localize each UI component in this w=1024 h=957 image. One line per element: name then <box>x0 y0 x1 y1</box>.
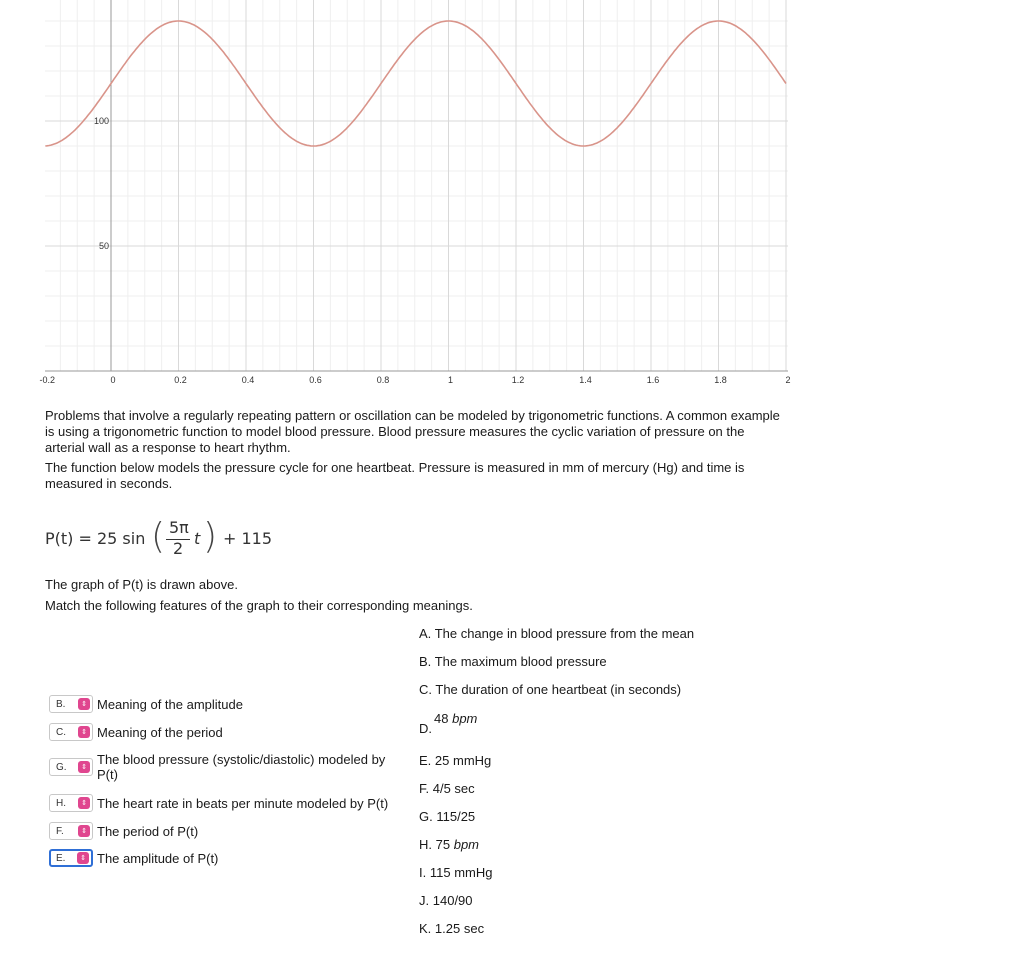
match-label: The amplitude of P(t) <box>97 850 219 866</box>
option-letter: I. <box>419 865 427 880</box>
match-row-amplitude-meaning <box>49 693 243 715</box>
match-row-blood-pressure <box>49 751 407 783</box>
option-b <box>419 654 607 670</box>
option-i <box>419 865 492 881</box>
formula-numerator: 5π <box>169 518 189 537</box>
selected-letter: E. <box>56 852 66 864</box>
chevron-updown-icon: ⇕ <box>77 852 89 864</box>
option-text: 1.25 sec <box>434 921 485 936</box>
match-row-period <box>49 820 198 842</box>
selected-letter: C. <box>56 726 66 738</box>
option-letter: F. <box>419 781 430 796</box>
option-k <box>419 921 484 937</box>
chevron-updown-icon: ⇕ <box>78 797 90 809</box>
option-text: The change in blood pressure from the mean <box>434 626 695 641</box>
match-label: Meaning of the period <box>97 724 223 740</box>
option-text <box>434 711 477 727</box>
y-tick-label: 100 <box>93 116 109 126</box>
formula-left-paren: ( <box>151 516 166 557</box>
x-tick-label: 0 <box>110 375 116 385</box>
option-a <box>419 626 694 642</box>
x-tick-label: 0.8 <box>376 375 390 385</box>
option-g <box>419 809 475 825</box>
x-tick-label: 0.4 <box>241 375 255 385</box>
option-letter: J. <box>419 893 430 908</box>
selected-letter: G. <box>56 761 67 773</box>
grid-major <box>45 0 788 371</box>
option-letter: K. <box>419 921 432 936</box>
x-tick-label: 1.6 <box>646 375 660 385</box>
formula-variable: t <box>194 529 201 548</box>
option-h <box>419 837 479 853</box>
option-text: 4/5 sec <box>432 781 475 796</box>
option-unit: bpm <box>452 711 478 726</box>
formula-rhs: + 115 <box>223 529 273 548</box>
option-text: 25 mmHg <box>434 753 492 768</box>
formula-lhs: P(t) = 25 sin <box>45 529 146 548</box>
match-select[interactable] <box>49 695 93 713</box>
option-text: 115 mmHg <box>429 865 493 880</box>
option-c <box>419 682 681 698</box>
option-letter: E. <box>419 753 432 768</box>
formula-denominator: 2 <box>173 539 184 558</box>
x-tick-label: 1.2 <box>511 375 525 385</box>
axes <box>45 0 788 371</box>
chevron-updown-icon: ⇕ <box>78 761 90 773</box>
instruction: Match the following features of the graph to their corresponding meanings. <box>45 598 473 613</box>
option-letter: C. <box>419 682 432 697</box>
option-letter: D. <box>419 721 432 736</box>
selected-letter: H. <box>56 797 66 809</box>
match-label: The heart rate in beats per minute modeled by P(t) <box>97 795 389 811</box>
option-letter: B. <box>419 654 432 669</box>
option-value: 75 <box>435 837 451 852</box>
option-e <box>419 753 491 769</box>
option-value: 48 <box>434 711 449 726</box>
match-select[interactable] <box>49 794 93 812</box>
option-j <box>419 893 473 909</box>
option-f <box>419 781 475 797</box>
x-tick-label: 0.2 <box>174 375 187 385</box>
x-tick-label: 2 <box>785 375 791 385</box>
option-letter: H. <box>419 837 432 852</box>
intro-paragraph-2: The function below models the pressure cycle for one heartbeat. Pressure is measured in mm of mercury (Hg) and time is measured in seconds. <box>45 460 745 491</box>
x-tick-label: 0.6 <box>309 375 322 385</box>
option-unit: bpm <box>453 837 480 852</box>
match-label: The blood pressure (systolic/diastolic) modeled by P(t) <box>97 752 386 782</box>
match-select[interactable] <box>49 758 93 776</box>
pressure-curve <box>45 21 786 146</box>
option-text: The duration of one heartbeat (in seconds) <box>435 682 682 697</box>
x-tick-label: -0.2 <box>39 375 56 385</box>
grid-minor <box>45 0 788 371</box>
intro-paragraph-1: Problems that involve a regularly repeating pattern or oscillation can be modeled by trigonometric functions. A common example is using a trigonometric function to model blood pressure. Blood pressure measures the cyclic variation of pressure on the arterial wall as a response to heart rhythm. <box>45 408 780 455</box>
chevron-updown-icon: ⇕ <box>78 825 90 837</box>
selected-letter: B. <box>56 698 66 710</box>
match-select[interactable] <box>49 723 93 741</box>
chevron-updown-icon: ⇕ <box>78 726 90 738</box>
chevron-updown-icon: ⇕ <box>78 698 90 710</box>
x-tick-label: 1.4 <box>579 375 592 385</box>
match-select-focused[interactable] <box>49 849 93 867</box>
option-letter: A. <box>419 626 432 641</box>
match-select[interactable] <box>49 822 93 840</box>
match-label: Meaning of the amplitude <box>97 696 243 712</box>
pressure-formula <box>45 518 345 562</box>
option-text: The maximum blood pressure <box>434 654 607 669</box>
formula-right-paren: ) <box>203 516 218 557</box>
graph-note: The graph of P(t) is drawn above. <box>45 577 238 592</box>
x-tick-label: 1 <box>447 375 454 385</box>
option-text: 140/90 <box>432 893 473 908</box>
match-row-period-meaning <box>49 721 223 743</box>
option-text <box>436 837 479 852</box>
match-row-amplitude <box>49 847 218 869</box>
match-row-heart-rate <box>49 792 388 814</box>
y-tick-label: 50 <box>98 241 109 251</box>
selected-letter: F. <box>56 825 64 837</box>
x-tick-label: 1.8 <box>714 375 727 385</box>
option-letter: G. <box>419 809 433 824</box>
match-label: The period of P(t) <box>97 823 199 839</box>
option-text: 115/25 <box>436 809 476 824</box>
function-graph <box>0 0 1024 395</box>
